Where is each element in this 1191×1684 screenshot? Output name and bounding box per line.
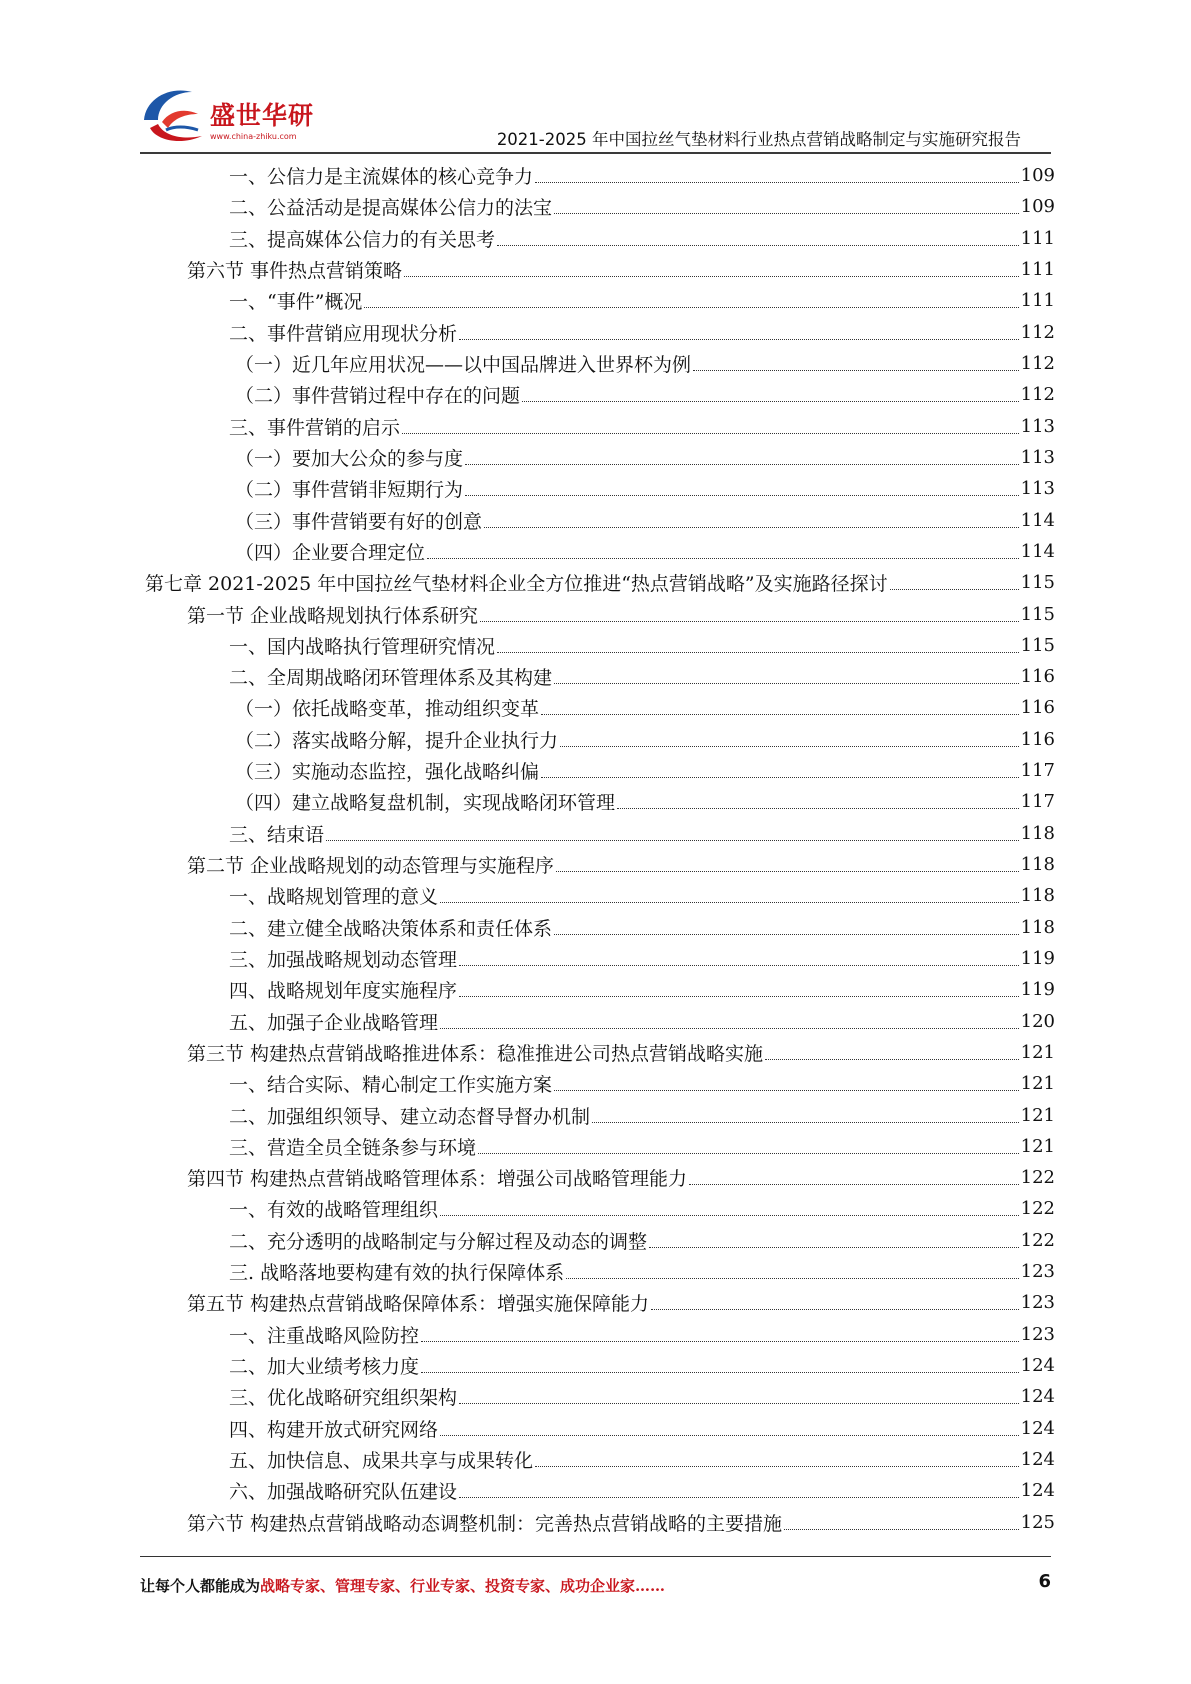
- toc-entry-title: （四）建立战略复盘机制，实现战略闭环管理: [235, 792, 616, 815]
- page-number: 6: [1038, 1571, 1051, 1592]
- toc-entry[interactable]: [0, 661, 1191, 692]
- header-title: 2021-2025 年中国拉丝气垫材料行业热点营销战略制定与实施研究报告: [496, 130, 1021, 149]
- toc-leader-dots: [689, 1184, 1019, 1185]
- toc-entry-page: 111: [1020, 259, 1055, 281]
- toc-entry[interactable]: [0, 1287, 1191, 1318]
- toc-leader-dots: [427, 558, 1019, 559]
- toc-entry[interactable]: [0, 1131, 1191, 1162]
- toc-entry[interactable]: [0, 598, 1191, 629]
- footer-divider: [140, 1556, 1051, 1557]
- toc-entry-page: 116: [1020, 697, 1055, 719]
- toc-entry-page: 124: [1020, 1417, 1055, 1439]
- toc-entry[interactable]: [0, 1193, 1191, 1224]
- toc-entry-title: 第五节 构建热点营销战略保障体系：增强实施保障能力: [187, 1293, 650, 1316]
- toc-entry[interactable]: [0, 348, 1191, 379]
- toc-entry-title: 二、加大业绩考核力度: [229, 1356, 420, 1379]
- toc-entry[interactable]: [0, 1037, 1191, 1068]
- toc-entry-title: 三、优化战略研究组织架构: [229, 1387, 458, 1410]
- toc-leader-dots: [421, 1341, 1019, 1342]
- toc-entry[interactable]: [0, 1162, 1191, 1193]
- toc-leader-dots: [522, 401, 1019, 402]
- toc-entry-title: 二、事件营销应用现状分析: [229, 322, 458, 345]
- toc-entry[interactable]: [0, 630, 1191, 661]
- toc-leader-dots: [535, 1466, 1019, 1467]
- toc-entry[interactable]: [0, 1444, 1191, 1475]
- toc-entry-title: 第六节 事件热点营销策略: [187, 260, 403, 283]
- toc-entry[interactable]: [0, 504, 1191, 535]
- toc-leader-dots: [478, 1153, 1019, 1154]
- toc-entry-title: 一、结合实际、精心制定工作实施方案: [229, 1074, 553, 1097]
- toc-leader-dots: [459, 1403, 1019, 1404]
- toc-entry-page: 121: [1020, 1104, 1055, 1126]
- toc-entry[interactable]: [0, 692, 1191, 723]
- toc-entry[interactable]: [0, 1475, 1191, 1506]
- toc-entry-title: （三）实施动态监控，强化战略纠偏: [235, 761, 540, 784]
- toc-entry-title: 二、全周期战略闭环管理体系及其构建: [229, 667, 553, 690]
- toc-entry-page: 109: [1020, 165, 1055, 187]
- toc-entry-page: 111: [1020, 227, 1055, 249]
- toc-entry[interactable]: [0, 849, 1191, 880]
- logo-text: 盛世华研: [210, 101, 315, 130]
- toc-entry-title: 三、事件营销的启示: [229, 416, 401, 439]
- toc-entry-page: 122: [1020, 1229, 1055, 1251]
- toc-entry-page: 121: [1020, 1073, 1055, 1095]
- toc-entry-page: 123: [1020, 1261, 1055, 1283]
- toc-entry-page: 111: [1020, 290, 1055, 312]
- toc-entry[interactable]: [0, 1005, 1191, 1036]
- toc-entry-page: 124: [1020, 1480, 1055, 1502]
- toc-entry-page: 113: [1020, 478, 1055, 500]
- toc-leader-dots: [649, 1247, 1019, 1248]
- footer-slogan-highlight: 战略专家、管理专家、行业专家、投资专家、成功企业家……: [260, 1577, 666, 1595]
- toc-entry-page: 123: [1020, 1323, 1055, 1345]
- toc-leader-dots: [484, 527, 1019, 528]
- toc-leader-dots: [440, 1215, 1019, 1216]
- toc-leader-dots: [459, 965, 1019, 966]
- toc-entry[interactable]: [0, 1068, 1191, 1099]
- toc-entry[interactable]: [0, 1319, 1191, 1350]
- toc-entry[interactable]: [0, 912, 1191, 943]
- toc-entry-title: 五、加快信息、成果共享与成果转化: [229, 1449, 534, 1472]
- toc-entry-page: 114: [1020, 509, 1055, 531]
- toc-entry-page: 109: [1020, 196, 1055, 218]
- toc-entry-title: （一）依托战略变革，推动组织变革: [235, 698, 540, 721]
- toc-entry-page: 119: [1020, 979, 1055, 1001]
- toc-entry[interactable]: [0, 1506, 1191, 1537]
- toc-entry-page: 119: [1020, 947, 1055, 969]
- toc-entry[interactable]: [0, 1413, 1191, 1444]
- toc-entry-page: 124: [1020, 1386, 1055, 1408]
- toc-entry-page: 125: [1020, 1511, 1055, 1533]
- toc-entry-page: 112: [1020, 321, 1055, 343]
- toc-entry[interactable]: [0, 1381, 1191, 1412]
- toc-entry[interactable]: [0, 1225, 1191, 1256]
- toc-leader-dots: [326, 840, 1019, 841]
- toc-entry-title: （二）事件营销过程中存在的问题: [235, 385, 521, 408]
- toc-entry-page: 122: [1020, 1167, 1055, 1189]
- toc-leader-dots: [497, 652, 1019, 653]
- toc-entry-page: 115: [1020, 634, 1055, 656]
- toc-entry-page: 115: [1020, 572, 1055, 594]
- toc-entry[interactable]: [0, 755, 1191, 786]
- toc-entry-title: 二、公益活动是提高媒体公信力的法宝: [229, 197, 553, 220]
- toc-entry-title: 三. 战略落地要构建有效的执行保障体系: [229, 1262, 565, 1285]
- toc-leader-dots: [693, 370, 1019, 371]
- toc-entry-title: 三、提高媒体公信力的有关思考: [229, 228, 496, 251]
- footer-slogan-prefix: 让每个人都能成为: [140, 1577, 261, 1595]
- toc-entry-title: 第一节 企业战略规划执行体系研究: [187, 604, 479, 627]
- toc-leader-dots: [554, 934, 1019, 935]
- toc-entry-title: （四）企业要合理定位: [235, 541, 426, 564]
- toc-entry-title: 四、构建开放式研究网络: [229, 1418, 439, 1441]
- toc-leader-dots: [404, 276, 1019, 277]
- toc-entry-title: 四、战略规划年度实施程序: [229, 980, 458, 1003]
- toc-entry[interactable]: [0, 442, 1191, 473]
- toc-entry-page: 118: [1020, 916, 1055, 938]
- toc-entry[interactable]: [0, 223, 1191, 254]
- toc-entry[interactable]: [0, 536, 1191, 567]
- toc-leader-dots: [480, 621, 1019, 622]
- toc-entry[interactable]: [0, 974, 1191, 1005]
- toc-entry-page: 113: [1020, 415, 1055, 437]
- toc-entry-title: （一）要加大公众的参与度: [235, 447, 464, 470]
- toc-entry[interactable]: [0, 379, 1191, 410]
- toc-leader-dots: [784, 1529, 1019, 1530]
- toc-leader-dots: [765, 1059, 1019, 1060]
- toc-entry-title: 第七章 2021-2025 年中国拉丝气垫材料企业全方位推进“热点营销战略”及实施路径探讨: [145, 573, 888, 596]
- toc-entry[interactable]: [0, 724, 1191, 755]
- toc-leader-dots: [541, 714, 1019, 715]
- toc-entry-title: （二）事件营销非短期行为: [235, 479, 464, 502]
- toc-entry[interactable]: [0, 191, 1191, 222]
- logo-url: www.china-zhiku.com: [210, 132, 297, 141]
- toc-entry-page: 121: [1020, 1135, 1055, 1157]
- toc-entry-title: 三、加强战略规划动态管理: [229, 948, 458, 971]
- toc-entry-page: 114: [1020, 540, 1055, 562]
- toc-entry-page: 117: [1020, 791, 1055, 813]
- toc-leader-dots: [554, 1090, 1019, 1091]
- toc-entry-page: 121: [1020, 1041, 1055, 1063]
- toc-leader-dots: [890, 589, 1019, 590]
- toc-entry-title: 六、加强战略研究队伍建设: [229, 1481, 458, 1504]
- toc-leader-dots: [535, 182, 1019, 183]
- toc-entry-title: 一、注重战略风险防控: [229, 1324, 420, 1347]
- toc-entry-page: 124: [1020, 1448, 1055, 1470]
- toc-entry-title: 第四节 构建热点营销战略管理体系：增强公司战略管理能力: [187, 1168, 688, 1191]
- toc-entry[interactable]: [0, 786, 1191, 817]
- toc-entry[interactable]: [0, 880, 1191, 911]
- toc-leader-dots: [459, 1497, 1019, 1498]
- toc-entry-page: 116: [1020, 666, 1055, 688]
- toc-entry-title: 三、结束语: [229, 823, 325, 846]
- toc-entry[interactable]: [0, 411, 1191, 442]
- toc-entry-page: 123: [1020, 1292, 1055, 1314]
- toc-entry[interactable]: [0, 943, 1191, 974]
- toc-leader-dots: [541, 777, 1019, 778]
- toc-leader-dots: [497, 245, 1019, 246]
- toc-entry[interactable]: [0, 473, 1191, 504]
- toc-entry-page: 115: [1020, 603, 1055, 625]
- toc-leader-dots: [440, 1028, 1019, 1029]
- toc-leader-dots: [465, 495, 1019, 496]
- toc-entry-title: （三）事件营销要有好的创意: [235, 510, 483, 533]
- toc-entry-page: 113: [1020, 446, 1055, 468]
- footer-slogan: [140, 1575, 665, 1596]
- toc-leader-dots: [556, 871, 1019, 872]
- toc-leader-dots: [617, 808, 1019, 809]
- toc-entry-page: 112: [1020, 384, 1055, 406]
- toc-leader-dots: [364, 307, 1018, 308]
- toc-leader-dots: [440, 1435, 1019, 1436]
- toc-entry-title: 第六节 构建热点营销战略动态调整机制：完善热点营销战略的主要措施: [187, 1512, 783, 1535]
- toc-entry-title: 二、充分透明的战略制定与分解过程及动态的调整: [229, 1230, 648, 1253]
- toc-leader-dots: [459, 996, 1019, 997]
- toc-entry-title: 一、有效的战略管理组织: [229, 1199, 439, 1222]
- toc-entry[interactable]: [0, 567, 1191, 598]
- toc-entry[interactable]: [0, 1256, 1191, 1287]
- toc-leader-dots: [402, 433, 1019, 434]
- toc-entry-page: 118: [1020, 885, 1055, 907]
- toc-leader-dots: [651, 1309, 1019, 1310]
- toc-leader-dots: [566, 1278, 1019, 1279]
- toc-entry-title: 一、国内战略执行管理研究情况: [229, 635, 496, 658]
- toc-entry-page: 118: [1020, 854, 1055, 876]
- toc-entry-title: 二、建立健全战略决策体系和责任体系: [229, 917, 553, 940]
- toc-leader-dots: [592, 1122, 1019, 1123]
- toc-entry-title: （一）近几年应用状况——以中国品牌进入世界杯为例: [235, 354, 692, 377]
- toc-entry-page: 122: [1020, 1198, 1055, 1220]
- toc-entry-page: 120: [1020, 1010, 1055, 1032]
- toc-entry-page: 116: [1020, 728, 1055, 750]
- toc-entry-title: 第二节 企业战略规划的动态管理与实施程序: [187, 855, 555, 878]
- toc-leader-dots: [440, 902, 1019, 903]
- toc-leader-dots: [554, 213, 1019, 214]
- toc-entry-title: 一、“事件”概况: [229, 291, 363, 314]
- toc-leader-dots: [560, 746, 1019, 747]
- toc-leader-dots: [465, 464, 1019, 465]
- toc-entry-page: 124: [1020, 1355, 1055, 1377]
- toc-entry[interactable]: [0, 1350, 1191, 1381]
- toc-entry-page: 112: [1020, 353, 1055, 375]
- table-of-contents: [0, 160, 1191, 1538]
- toc-entry-title: （二）落实战略分解，提升企业执行力: [235, 729, 559, 752]
- toc-entry-title: 三、营造全员全链条参与环境: [229, 1136, 477, 1159]
- toc-entry[interactable]: [0, 317, 1191, 348]
- header-divider: [140, 152, 1051, 154]
- toc-entry-title: 五、加强子企业战略管理: [229, 1011, 439, 1034]
- toc-entry-title: 一、公信力是主流媒体的核心竞争力: [229, 166, 534, 189]
- toc-leader-dots: [421, 1372, 1019, 1373]
- toc-entry-title: 二、加强组织领导、建立动态督导督办机制: [229, 1105, 591, 1128]
- toc-entry[interactable]: [0, 1099, 1191, 1130]
- toc-entry[interactable]: [0, 160, 1191, 191]
- toc-leader-dots: [459, 339, 1019, 340]
- toc-entry-page: 118: [1020, 822, 1055, 844]
- toc-entry-title: 一、战略规划管理的意义: [229, 886, 439, 909]
- toc-entry[interactable]: [0, 285, 1191, 316]
- toc-entry-title: 第三节 构建热点营销战略推进体系：稳准推进公司热点营销战略实施: [187, 1042, 764, 1065]
- toc-entry[interactable]: [0, 818, 1191, 849]
- toc-entry[interactable]: [0, 254, 1191, 285]
- toc-entry-page: 117: [1020, 760, 1055, 782]
- toc-leader-dots: [554, 683, 1019, 684]
